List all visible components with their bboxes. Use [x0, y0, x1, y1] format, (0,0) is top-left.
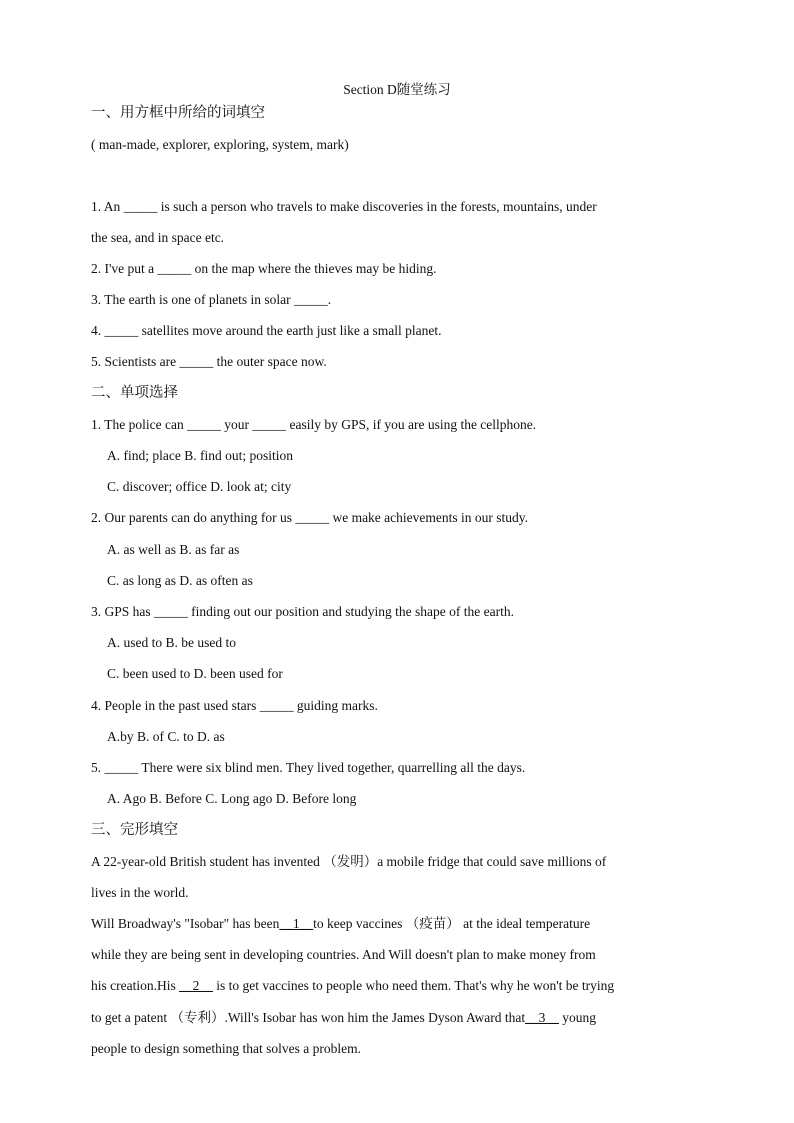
s1-question-4: 4. _____ satellites move around the earth just like a small planet.	[91, 323, 442, 338]
s2-q1-options-cd: C. discover; office D. look at; city	[107, 479, 292, 494]
section3-heading: 三、完形填空	[91, 822, 178, 838]
s1-question-1-line2: the sea, and in space etc.	[91, 230, 225, 245]
s2-question-3: 3. GPS has _____ finding out our position and studying the shape of the earth.	[91, 604, 514, 619]
passage-line-3	[91, 915, 703, 933]
s1-question-2: 2. I've put a _____ on the map where the thieves may be hiding.	[91, 261, 437, 276]
page-title: Section D随堂练习	[343, 82, 451, 97]
s2-q3-options-cd: C. been used to D. been used for	[107, 666, 283, 681]
s1-question-1-line1: 1. An _____ is such a person who travels to make discoveries in the forests, mountains, under	[91, 199, 597, 214]
s2-q1-options-ab: A. find; place B. find out; position	[107, 448, 293, 463]
s2-question-5: 5. _____ There were six blind men. They lived together, quarrelling all the days.	[91, 760, 526, 775]
s2-question-4: 4. People in the past used stars _____ guiding marks.	[91, 698, 378, 713]
section2-heading: 二、单项选择	[91, 385, 178, 401]
s2-question-1: 1. The police can _____ your _____ easily by GPS, if you are using the cellphone.	[91, 417, 537, 432]
passage-text: Will Broadway's "Isobar" has been	[91, 916, 280, 931]
passage-line-7: people to design something that solves a problem.	[91, 1041, 361, 1056]
passage-text: to get a patent （专利）.Will's Isobar has won him the James Dyson Award that	[91, 1010, 526, 1025]
s2-q3-options-ab: A. used to B. be used to	[107, 635, 236, 650]
s2-q5-options: A. Ago B. Before C. Long ago D. Before long	[107, 791, 357, 806]
s2-q2-options-ab: A. as well as B. as far as	[107, 542, 240, 557]
s2-q2-options-cd: C. as long as D. as often as	[107, 573, 253, 588]
passage-line-5	[91, 977, 703, 995]
blank-3: __3__	[525, 1010, 559, 1025]
s2-q4-options: A.by B. of C. to D. as	[107, 729, 225, 744]
s2-question-2: 2. Our parents can do anything for us _____ we make achievements in our study.	[91, 510, 529, 525]
passage-line-6	[91, 1009, 703, 1027]
s1-question-3: 3. The earth is one of planets in solar _____.	[91, 292, 332, 307]
passage-line-4: while they are being sent in developing countries. And Will doesn't plan to make money from	[91, 947, 596, 962]
passage-line-1: A 22-year-old British student has invented （发明）a mobile fridge that could save millions of	[91, 854, 607, 869]
s1-question-5: 5. Scientists are _____ the outer space now.	[91, 354, 327, 369]
passage-text: young	[558, 1010, 596, 1025]
passage-text: his creation.His	[91, 978, 180, 993]
word-box: ( man-made, explorer, exploring, system, mark)	[91, 137, 349, 152]
section1-heading: 一、用方框中所给的词填空	[91, 105, 265, 121]
blank-2: __2__	[179, 978, 213, 993]
passage-text: is to get vaccines to people who need them. That's why he won't be trying	[212, 978, 615, 993]
passage-text: to keep vaccines （疫苗） at the ideal temperature	[313, 916, 591, 931]
passage-line-2: lives in the world.	[91, 885, 189, 900]
blank-1: __1__	[279, 916, 314, 931]
